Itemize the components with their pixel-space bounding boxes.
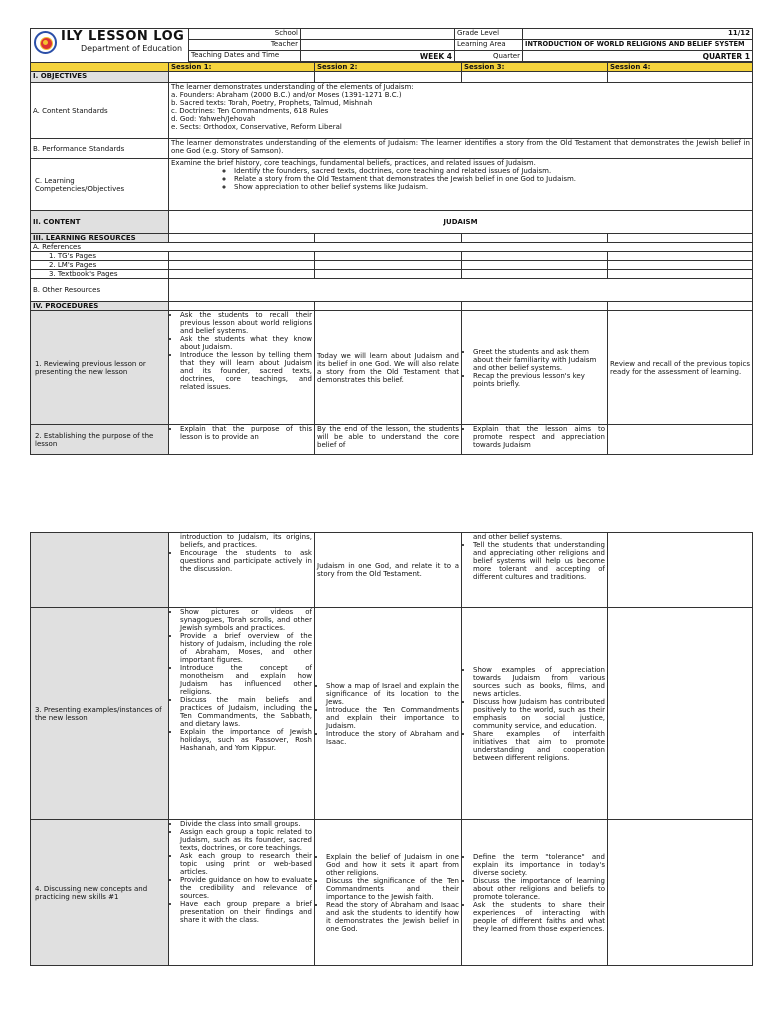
lesson-log-page-2 (30, 532, 752, 966)
procedure-3-session-3: • Show examples of appreciation towards Judaism from various sources such as books, films, and news articles. • Discuss how Judaism has contributed positively to the world, such as their emphasis on social justice, community service, and education. • Share examples of interfaith initiatives that aim to promote understanding and cooperation between different religions. (462, 608, 608, 820)
deped-seal-logo (34, 31, 57, 54)
resources-heading: III. LEARNING RESOURCES (31, 234, 169, 243)
procedure-2-session-3-top: • Explain that the lesson aims to promote respect and appreciation towards Judaism (462, 425, 608, 455)
procedure-4-session-3: • Define the term "tolerance" and explain its importance in today's diverse society. • Discuss the importance of learning about other religions and beliefs to promote tolerance. • Ask the students to share their experiences of interacting with people of different faiths and what they learned from those experiences. (462, 820, 608, 966)
procedures-heading: IV. PROCEDURES (31, 302, 169, 311)
grade-level-value: 11/12 (523, 29, 753, 40)
session-1-header: Session 1: (169, 63, 315, 72)
procedure-3-label: 3. Presenting examples/instances of the new lesson (31, 608, 169, 820)
form-title: ILY LESSON LOG (61, 29, 185, 44)
learning-area-value: INTRODUCTION OF WORLD RELIGIONS AND BELIEF SYSTEM (523, 40, 753, 51)
procedure-1-label: 1. Reviewing previous lesson or presenting the new lesson (31, 311, 169, 425)
department-name: Department of Education (81, 44, 183, 53)
teacher-label: Teacher (189, 40, 301, 51)
school-value[interactable] (301, 29, 455, 40)
procedure-3-session-2: • Show a map of Israel and explain the significance of its location to the Jews. • Introduce the Ten Commandments and explain their importance to Judaism. • Introduce the story of Abraham and Isaac. (315, 608, 462, 820)
sessions-header-blank (31, 63, 169, 72)
lesson-table-page-1 (30, 62, 753, 455)
school-label: School (189, 29, 301, 40)
competency-item: ◦ Identify the founders, sacred texts, doctrines, core teaching and related issues of Judaism. (234, 167, 750, 175)
procedure-2-session-2-bottom: Judaism in one God, and relate it to a story from the Old Testament. (315, 533, 462, 608)
performance-standards-text: The learner demonstrates understanding of the elements of Judaism: The learner identifies a story from the Old Testament that demonstrates the Jewish belief in one God (e.g. Story of Samson). (169, 139, 753, 159)
performance-standards-label: B. Performance Standards (31, 139, 169, 159)
session-3-header: Session 3: (462, 63, 608, 72)
objectives-heading: I. OBJECTIVES (31, 72, 169, 83)
procedure-4-session-1: • Divide the class into small groups. • Assign each group a topic related to Judaism, such as its founder, sacred texts, doctrines, or core teachings. • Ask each group to research their topic using print or web-based articles. • Provide guidance on how to evaluate the credibility and relevance of sources. • Have each group prepare a brief presentation on their findings and share it with the class. (169, 820, 315, 966)
references-label: A. References (31, 243, 753, 252)
header-table (30, 28, 753, 62)
lesson-table-page-2 (30, 532, 753, 966)
procedure-1-session-2: Today we will learn about Judaism and its belief in one God. We will also relate a story from the Old Testament that demonstrates this belief. (315, 311, 462, 425)
other-resources-label: B. Other Resources (31, 279, 169, 302)
learning-area-label: Learning Area (455, 40, 523, 51)
tg-pages-label: 1. TG's Pages (31, 252, 169, 261)
week-value: WEEK 4 (301, 51, 455, 62)
procedure-2-session-2-top: By the end of the lesson, the students will be able to understand the core belief of (315, 425, 462, 455)
lm-pages-label: 2. LM's Pages (31, 261, 169, 270)
procedure-1-session-3: • Greet the students and ask them about their familiarity with Judaism and other belief systems. • Recap the previous lesson's key points briefly. (462, 311, 608, 425)
procedure-1-session-1: • Ask the students to recall their previous lesson about world religions and belief systems. • Ask the students what they know about Judaism. • Introduce the lesson by telling them that they will learn about Judaism and its founder, sacred texts, doctrines, core teachings, and related issues. (169, 311, 315, 425)
content-standards-text: The learner demonstrates understanding of the elements of Judaism: a. Founders: Abraham (2000 B.C.) and/or Moses (1391-1271 B.C.) b. Sacred texts: Torah, Poetry, Prophets, Talmud, Mishnah c. Doctrines: Ten Commandments, 618 Rules d. God: Yahweh/Jehovah e. Sects: Orthodox, Conservative, Reform Liberal (169, 83, 753, 139)
procedure-4-label: 4. Discussing new concepts and practicing new skills #1 (31, 820, 169, 966)
procedure-4-session-2: • Explain the belief of Judaism in one God and how it sets it apart from other religions. • Discuss the significance of the Ten Commandments and their importance to the Jewish faith. • Read the story of Abraham and Isaac and ask the students to identify how it demonstrates the Jewish belief in one God. (315, 820, 462, 966)
content-value: JUDAISM (169, 211, 753, 234)
quarter-value: QUARTER 1 (523, 51, 753, 62)
session-2-header: Session 2: (315, 63, 462, 72)
grade-level-label: Grade Level (455, 29, 523, 40)
procedure-2-session-3-bottom: and other belief systems. • Tell the students that understanding and appreciating other religions and belief systems will help us become more tolerant and accepting of different cultures and traditions. (462, 533, 608, 608)
procedure-2-label: 2. Establishing the purpose of the lesson (31, 425, 169, 455)
competency-item: ◦ Show appreciation to other belief systems like Judaism. (234, 183, 750, 191)
content-standards-label: A. Content Standards (31, 83, 169, 139)
procedure-2-session-1-top: • Explain that the purpose of this lesson is to provide an (169, 425, 315, 455)
procedure-3-session-1: • Show pictures or videos of synagogues, Torah scrolls, and other Jewish symbols and practices. • Provide a brief overview of the history of Judaism, including the role of Abraham, Moses, and other important figures. • Introduce the concept of monotheism and explain how Judaism has influenced other religions. • Discuss the main beliefs and practices of Judaism, including the Ten Commandments, the Sabbath, and dietary laws. • Explain the importance of Jewish holidays, such as Passover, Rosh Hashanah, and Yom Kippur. (169, 608, 315, 820)
teacher-value[interactable] (301, 40, 455, 51)
header-logo-cell (31, 29, 189, 62)
teaching-dates-label: Teaching Dates and Time (189, 51, 301, 62)
quarter-label: Quarter (455, 51, 523, 62)
procedure-2-continued-label (31, 533, 169, 608)
competencies-label: C. Learning Competencies/Objectives (31, 159, 169, 211)
competency-item: ◦ Relate a story from the Old Testament that demonstrates the Jewish belief in one God to Judaism. (234, 175, 750, 183)
procedure-1-session-4: Review and recall of the previous topics ready for the assessment of learning. (608, 311, 753, 425)
content-heading: II. CONTENT (31, 211, 169, 234)
textbook-pages-label: 3. Textbook's Pages (31, 270, 169, 279)
procedure-2-session-1-bottom: introduction to Judaism, its origins, beliefs, and practices. • Encourage the students to ask questions and participate actively in the discussion. (169, 533, 315, 608)
session-4-header: Session 4: (608, 63, 753, 72)
lesson-log-page-1 (30, 28, 752, 455)
competencies-text: Examine the brief history, core teachings, fundamental beliefs, practices, and related issues of Judaism. ◦ Identify the founders, sacred texts, doctrines, core teaching and related issues of Judaism. ◦ Relate a story from the Old Testament that demonstrates the Jewish belief in one God to Judaism. ◦ Show appreciation to other belief systems like Judaism. (169, 159, 753, 211)
